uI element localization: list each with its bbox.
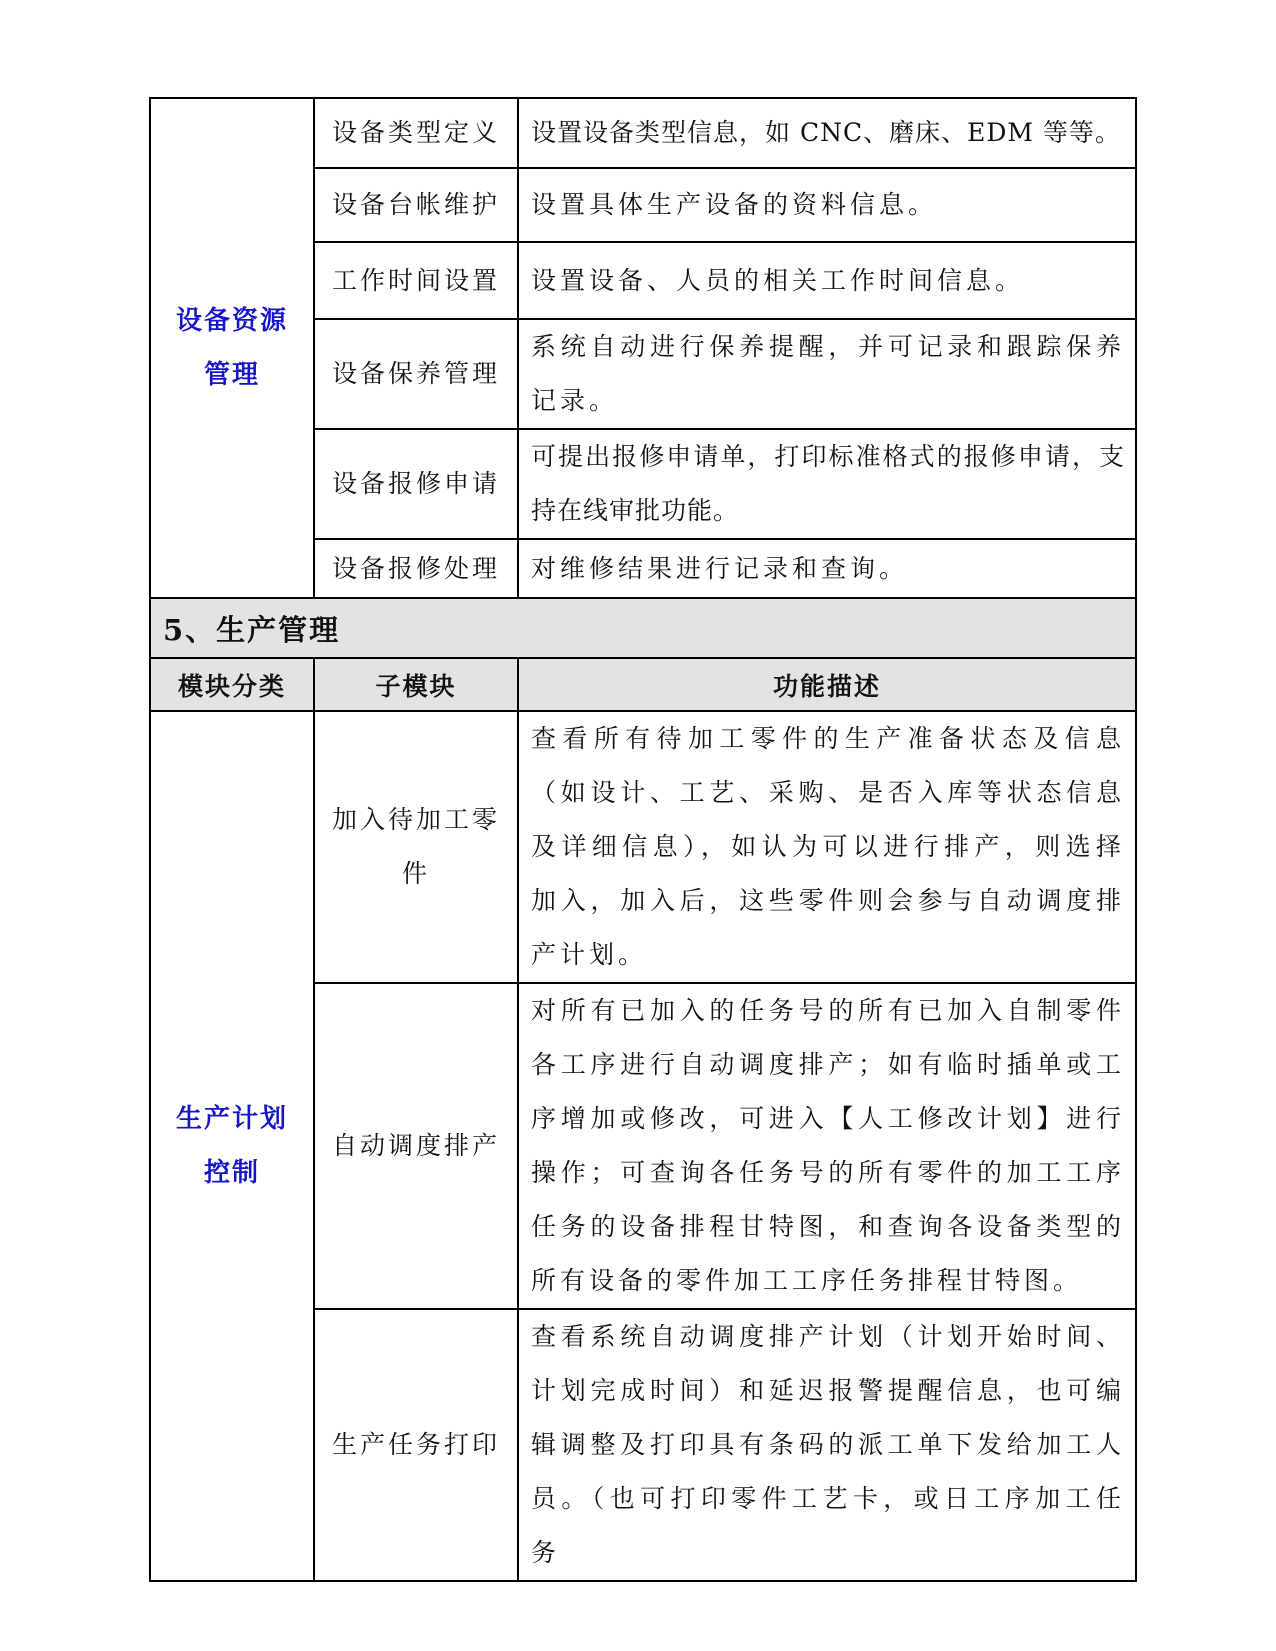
description-cell: 设置设备、人员的相关工作时间信息。 <box>518 242 1136 319</box>
submodule-cell: 工作时间设置 <box>314 242 518 319</box>
category-label-line: 设备资源 <box>175 306 288 336</box>
description-cell: 查看所有待加工零件的生产准备状态及信息（如设计、工艺、采购、是否入库等状态信息及详细信息），如认为可以进行排产，则选择加入，加入后，这些零件则会参与自动调度排产计划。 <box>518 711 1136 983</box>
submodule-cell: 生产任务打印 <box>314 1309 518 1581</box>
description-cell: 可提出报修申请单，打印标准格式的报修申请，支持在线审批功能。 <box>518 429 1136 539</box>
section-heading-row <box>150 598 1136 658</box>
table-row <box>150 711 1136 983</box>
column-header-description: 功能描述 <box>518 658 1136 711</box>
description-cell: 对所有已加入的任务号的所有已加入自制零件各工序进行自动调度排产；如有临时插单或工序增加或修改，可进入【人工修改计划】进行操作；可查询各任务号的所有零件的加工工序任务的设备排程甘特图，和查询各设备类型的所有设备的零件加工工序任务排程甘特图。 <box>518 983 1136 1309</box>
category-production-plan <box>150 711 314 1581</box>
submodule-cell: 设备类型定义 <box>314 98 518 168</box>
description-cell: 对维修结果进行记录和查询。 <box>518 539 1136 598</box>
submodule-cell: 设备保养管理 <box>314 319 518 429</box>
submodule-cell: 设备报修申请 <box>314 429 518 539</box>
category-label-line: 管理 <box>203 360 260 390</box>
column-header-submodule: 子模块 <box>314 658 518 711</box>
category-label-line: 生产计划 <box>175 1104 288 1134</box>
category-equipment-resource <box>150 98 314 598</box>
submodule-cell: 加入待加工零件 <box>314 711 518 983</box>
submodule-cell: 自动调度排产 <box>314 983 518 1309</box>
description-cell: 设置具体生产设备的资料信息。 <box>518 168 1136 242</box>
table-header-row <box>150 658 1136 711</box>
submodule-cell: 设备台帐维护 <box>314 168 518 242</box>
section-title: 5、生产管理 <box>150 598 1136 658</box>
table-row <box>150 98 1136 168</box>
description-cell: 设置设备类型信息，如 CNC、磨床、EDM 等等。 <box>518 98 1136 168</box>
description-cell: 查看系统自动调度排产计划（计划开始时间、计划完成时间）和延迟报警提醒信息，也可编辑调整及打印具有条码的派工单下发给加工人员。（也可打印零件工艺卡，或日工序加工任务 <box>518 1309 1136 1581</box>
module-spec-table <box>149 97 1137 1582</box>
column-header-category: 模块分类 <box>150 658 314 711</box>
category-label-line: 控制 <box>203 1158 260 1188</box>
description-cell: 系统自动进行保养提醒，并可记录和跟踪保养记录。 <box>518 319 1136 429</box>
submodule-cell: 设备报修处理 <box>314 539 518 598</box>
